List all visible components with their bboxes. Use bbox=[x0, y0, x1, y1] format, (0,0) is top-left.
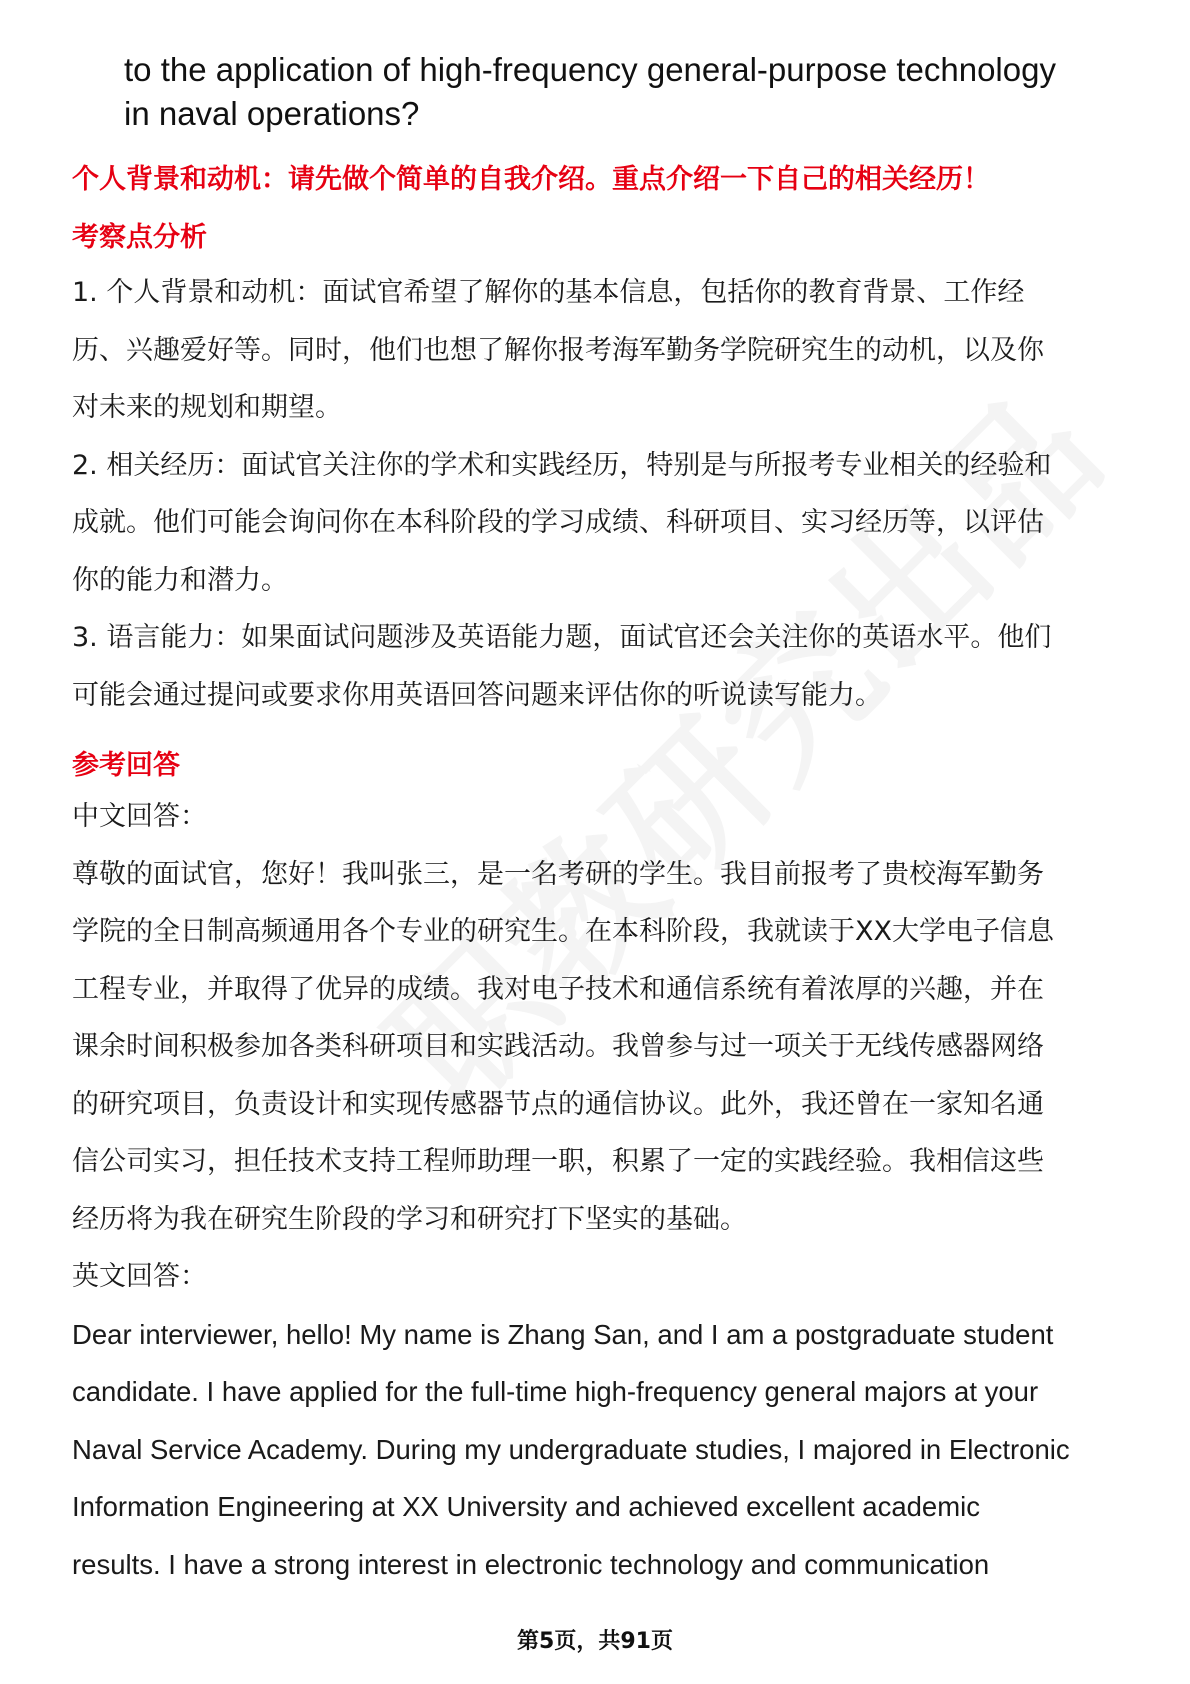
english-answer-line: candidate. I have applied for the full-time high-frequency general majors at your bbox=[72, 1376, 1039, 1407]
question-heading: 个人背景和动机：请先做个简单的自我介绍。重点介绍一下自己的相关经历！ bbox=[72, 164, 990, 195]
analysis-line: 可能会通过提问或要求你用英语回答问题来评估你的听说读写能力。 bbox=[72, 679, 882, 711]
page-number-footer: 第5页，共91页 bbox=[517, 1629, 673, 1654]
answer-body bbox=[72, 788, 1132, 1593]
chinese-answer-label: 中文回答： bbox=[72, 801, 207, 832]
analysis-line: 你的能力和潜力。 bbox=[72, 564, 288, 596]
analysis-line: 3. 语言能力：如果面试问题涉及英语能力题，面试官还会关注你的英语水平。他们 bbox=[72, 622, 1052, 653]
english-answer-line: Dear interviewer, hello! My name is Zhang San, and I am a postgraduate student bbox=[72, 1318, 1054, 1350]
analysis-line: 成就。他们可能会询问你在本科阶段的学习成绩、科研项目、实习经历等，以评估 bbox=[72, 507, 1044, 538]
answer-heading: 参考回答 bbox=[72, 750, 180, 781]
english-answer-line: Information Engineering at XX University and achieved excellent academic bbox=[72, 1491, 980, 1522]
analysis-body bbox=[72, 264, 1132, 724]
page-content bbox=[72, 48, 1132, 1593]
analysis-line: 对未来的规划和期望。 bbox=[72, 392, 342, 423]
analysis-line: 历、兴趣爱好等。同时，他们也想了解你报考海军勤务学院研究生的动机，以及你 bbox=[72, 334, 1044, 366]
analysis-line: 2. 相关经历：面试官关注你的学术和实践经历，特别是与所报考专业相关的经验和 bbox=[72, 449, 1052, 481]
chinese-answer-line: 工程专业，并取得了优异的成绩。我对电子技术和通信系统有着浓厚的兴趣，并在 bbox=[72, 973, 1044, 1005]
chinese-answer-line: 的研究项目，负责设计和实现传感器节点的通信协议。此外，我还曾在一家知名通 bbox=[72, 1088, 1044, 1120]
analysis-heading: 考察点分析 bbox=[72, 222, 207, 253]
english-answer-line: results. I have a strong interest in electronic technology and communication bbox=[72, 1548, 990, 1580]
chinese-answer-line: 课余时间积极参加各类科研项目和实践活动。我曾参与过一项关于无线传感器网络 bbox=[72, 1031, 1044, 1062]
english-answer-line: Naval Service Academy. During my undergraduate studies, I majored in Electronic bbox=[72, 1433, 1070, 1465]
question-tail-line: to the application of high-frequency general-purpose technology bbox=[124, 51, 1056, 88]
english-answer-label: 英文回答： bbox=[72, 1261, 207, 1292]
question-continuation bbox=[124, 48, 1132, 136]
chinese-answer-line: 经历将为我在研究生阶段的学习和研究打下坚实的基础。 bbox=[72, 1203, 747, 1235]
question-tail-line: in naval operations? bbox=[124, 95, 420, 132]
chinese-answer-line: 学院的全日制高频通用各个专业的研究生。在本科阶段，我就读于XX大学电子信息 bbox=[72, 916, 1054, 947]
analysis-line: 1. 个人背景和动机：面试官希望了解你的基本信息，包括你的教育背景、工作经 bbox=[72, 277, 1025, 308]
chinese-answer-line: 信公司实习，担任技术支持工程师助理一职，积累了一定的实践经验。我相信这些 bbox=[72, 1146, 1044, 1177]
chinese-answer-line: 尊敬的面试官，您好！我叫张三，是一名考研的学生。我目前报考了贵校海军勤务 bbox=[72, 858, 1044, 890]
